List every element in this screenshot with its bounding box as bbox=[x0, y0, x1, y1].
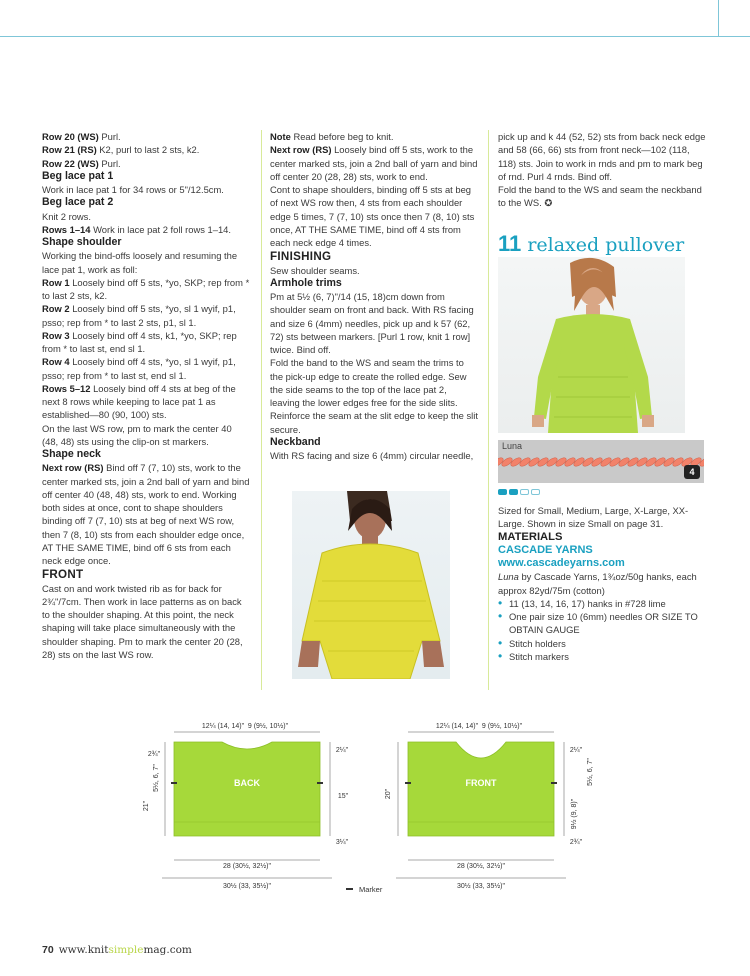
materials-block bbox=[498, 504, 708, 663]
row-text: Working the bind-offs loosely and resuming the lace pat 1, work as foll: bbox=[42, 250, 238, 275]
instruction-line bbox=[42, 183, 250, 196]
row-text: Knit 2 rows. bbox=[42, 210, 91, 222]
front-width-inner: 28 (30½, 32½)" bbox=[456, 863, 506, 870]
marker-legend-icon bbox=[346, 888, 353, 890]
row-label: Next row (RS) bbox=[270, 144, 332, 156]
pattern-name: relaxed pullover bbox=[527, 234, 685, 256]
instruction-line bbox=[270, 183, 478, 249]
yarn-weight-badge bbox=[684, 465, 700, 479]
section-subheading: Beg lace pat 1 bbox=[42, 169, 114, 182]
company-name: CASCADE YARNS bbox=[498, 543, 593, 556]
row-text: Bind off 7 (7, 10) sts, work to the center marked sts, join a 2nd ball of yarn and bind off center 40 (48, 48) sts, work to end. Working both sides at once, cont to shape shoulders binding off 7 (7, 10) sts at beg of next WS row, then 7 (8, 10) sts from each shoulder edge once, AT THE SAME TIME, bind off 6 sts from each neck edge once. bbox=[42, 462, 250, 566]
page-footer bbox=[42, 944, 192, 956]
instructions-column-2 bbox=[270, 130, 478, 462]
back-armhole-depth: 5½, 6, 7" bbox=[153, 764, 160, 792]
model-photo-yellow-top bbox=[292, 491, 450, 679]
section-heading: FINISHING bbox=[270, 250, 332, 264]
difficulty-dot-empty bbox=[520, 489, 529, 495]
back-right-mid: 15" bbox=[337, 793, 349, 800]
front-label: FRONT bbox=[465, 778, 497, 788]
front-right-top: 2¼" bbox=[569, 747, 583, 754]
row-label: Rows 5–12 bbox=[42, 382, 91, 394]
row-label: Row 21 (RS) bbox=[42, 144, 97, 156]
instruction-line bbox=[42, 223, 250, 236]
back-width-inner: 28 (30½, 32½)" bbox=[222, 863, 272, 870]
yarn-name-label: Luna bbox=[502, 441, 523, 451]
yarn-name-italic: Luna bbox=[498, 571, 519, 583]
page-number: 70 bbox=[42, 944, 54, 956]
instruction-line bbox=[42, 157, 250, 170]
row-text: Loosely bind off 4 sts, k1, *yo, SKP; rep from * to last st, end sl 1. bbox=[42, 329, 237, 354]
instruction-line bbox=[42, 249, 250, 276]
row-label: Note bbox=[270, 131, 291, 142]
materials-list-item: • 11 (13, 14, 16, 17) hanks in #728 lime bbox=[498, 597, 708, 610]
instruction-line bbox=[42, 329, 250, 356]
instruction-line bbox=[42, 302, 250, 329]
back-label: BACK bbox=[234, 778, 260, 788]
footer-site-c: mag.com bbox=[143, 944, 192, 956]
yarn-swatch-bar bbox=[498, 440, 704, 483]
instruction-line bbox=[270, 130, 478, 143]
row-text: Sew shoulder seams. bbox=[270, 264, 360, 276]
front-length: 20" bbox=[385, 788, 392, 800]
front-right-bottom: 2¾" bbox=[569, 839, 583, 846]
instruction-line bbox=[498, 130, 708, 183]
row-text: With RS facing and size 6 (4mm) circular needle, bbox=[270, 450, 474, 461]
front-schematic bbox=[385, 722, 594, 890]
row-label: Row 20 (WS) bbox=[42, 131, 99, 142]
row-text: Fold the band to the WS and seam the trims to the pick-up edge to create the rolled edge. Sew the side seams to the top of the lace pat 2, leaving the lower edges free for the side slits. Reinforce the seam at the slit edge to keep the slit secure. bbox=[270, 357, 478, 435]
materials-heading: MATERIALS bbox=[498, 530, 563, 543]
row-label: Row 2 bbox=[42, 303, 70, 315]
instruction-line bbox=[42, 210, 250, 223]
row-text: Cast on and work twisted rib as for back for 2¾"/7cm. Then work in lace patterns as on back to the shoulder shaping. At this point, the neck shaping will take place simultaneously with the shoulder shaping. Pm to mark the center 20 (28, 28) sts on the last WS row. bbox=[42, 582, 243, 660]
row-label: Row 22 (WS) bbox=[42, 157, 99, 169]
instructions-column-1 bbox=[42, 130, 250, 661]
back-right-top: 2¼" bbox=[335, 747, 349, 754]
front-shoulder-width: 12¼ (14, 14)" bbox=[435, 723, 479, 730]
materials-list-item: • One pair size 10 (6mm) needles OR SIZE TO OBTAIN GAUGE bbox=[498, 610, 708, 637]
instruction-line bbox=[42, 276, 250, 303]
marker-legend-label: Marker bbox=[359, 885, 383, 894]
materials-list-item: • Stitch markers bbox=[498, 650, 708, 663]
row-text: Loosely bind off 5 sts, *yo, SKP; rep from * to last 2 sts, k2. bbox=[42, 276, 250, 301]
section-subheading: Neckband bbox=[270, 435, 321, 448]
footer-site-b: simple bbox=[108, 944, 144, 956]
model-illustration bbox=[292, 491, 450, 679]
garment-schematic bbox=[140, 716, 610, 896]
row-text: Fold the band to the WS and seam the neckband to the WS. ✪ bbox=[498, 184, 702, 209]
back-neck-width: 9 (9½, 10½)" bbox=[247, 723, 289, 730]
difficulty-dot-filled bbox=[509, 489, 518, 495]
pattern-title bbox=[498, 231, 684, 257]
row-text: Loosely bind off 4 sts at beg of the next 8 rows while keeping to lace pat 1 as established—80 (90, 100) sts. bbox=[42, 382, 236, 421]
back-right-bottom: 3¼" bbox=[335, 839, 349, 846]
row-label: Next row (RS) bbox=[42, 462, 104, 474]
instruction-line bbox=[42, 422, 250, 449]
row-text: pick up and k 44 (52, 52) sts from back neck edge and 58 (66, 66) sts from front neck—102 (118, 118) sts. Join to work in rnds and pm to mark beg of rnd. Purl 4 rnds. Bind off. bbox=[498, 131, 706, 182]
section-subheading: Shape shoulder bbox=[42, 236, 122, 248]
row-label: Rows 1–14 bbox=[42, 223, 91, 235]
instruction-line bbox=[42, 143, 250, 156]
materials-list-item: • Stitch holders bbox=[498, 637, 708, 650]
section-heading: FRONT bbox=[42, 568, 84, 582]
front-right-mid: 9½ (9, 8)" bbox=[571, 798, 578, 830]
back-width-outer: 30½ (33, 35½)" bbox=[222, 883, 272, 890]
footer-site-a: www.knit bbox=[58, 944, 109, 956]
instruction-line bbox=[42, 461, 250, 567]
row-label: Row 3 bbox=[42, 329, 70, 341]
difficulty-dot-filled bbox=[498, 489, 507, 495]
model-illustration bbox=[498, 257, 685, 433]
row-label: Row 1 bbox=[42, 276, 70, 288]
instruction-line bbox=[42, 130, 250, 143]
pattern-number: 11 bbox=[498, 231, 522, 256]
row-text: On the last WS row, pm to mark the center 40 (48, 48) sts using the clip-on st markers. bbox=[42, 422, 232, 447]
back-schematic bbox=[143, 722, 349, 890]
instruction-line bbox=[270, 449, 478, 462]
row-label: Row 4 bbox=[42, 356, 70, 368]
materials-list bbox=[498, 597, 708, 663]
row-text: Loosely bind off 4 sts, *yo, sl 1 wyif, p1, psso; rep from * to last st, end sl 1. bbox=[42, 356, 236, 381]
row-text: Read before beg to knit. bbox=[290, 131, 394, 142]
row-text: Cont to shape shoulders, binding off 5 sts at beg of next WS row then, 4 sts from each shoulder edge 5 times, 7 (7, 10) sts once then 7 (8, 10) sts once, AT THE SAME TIME, bind off 4 sts from each neck edge 4 times. bbox=[270, 184, 475, 248]
row-text: Purl. bbox=[98, 157, 121, 169]
instruction-line bbox=[270, 290, 478, 356]
front-width-outer: 30½ (33, 35½)" bbox=[456, 883, 506, 890]
instruction-line bbox=[270, 264, 478, 277]
column-divider bbox=[261, 130, 262, 690]
instruction-line bbox=[498, 183, 708, 210]
section-subheading: Beg lace pat 2 bbox=[42, 196, 114, 209]
header-corner-rule bbox=[718, 0, 719, 36]
sizes-text: Sized for Small, Medium, Large, X-Large, XX-Large. Shown in size Small on page 31. bbox=[498, 505, 689, 530]
back-length: 21" bbox=[143, 800, 150, 812]
back-shoulder-width: 12¼ (14, 14)" bbox=[201, 723, 245, 730]
row-text: K2, purl to last 2 sts, k2. bbox=[96, 144, 200, 156]
row-text: Work in lace pat 1 for 34 rows or 5"/12.5cm. bbox=[42, 184, 224, 195]
yarn-weight-number: 4 bbox=[689, 467, 695, 477]
yarn-detail: by Cascade Yarns, 1¾oz/50g hanks, each approx 82yd/75m (cotton) bbox=[498, 571, 697, 596]
section-subheading: Shape neck bbox=[42, 448, 101, 460]
instruction-line bbox=[42, 582, 250, 662]
header-rule bbox=[0, 36, 750, 37]
model-photo-lime-pullover bbox=[498, 257, 685, 433]
row-text: Pm at 5½ (6, 7)"/14 (15, 18)cm down from shoulder seam on front and back. With RS facing and size 6 (4mm) needles, pick up and k 57 (62, 72) sts between markers. [Purl 1 row, knit 1 row] twice. Bind off. bbox=[270, 291, 474, 355]
row-text: Loosely bind off 5 sts, work to the center marked sts, join a 2nd ball of yarn and bind off center 20 (28, 28) sts, work to end. bbox=[270, 144, 478, 182]
company-website-link[interactable]: www.cascadeyarns.com bbox=[498, 557, 625, 569]
row-text: Purl. bbox=[98, 131, 121, 142]
instruction-line bbox=[42, 382, 250, 422]
instructions-column-3 bbox=[498, 130, 708, 210]
front-armhole-depth: 5½, 6, 7" bbox=[587, 758, 594, 786]
yarn-strand-image bbox=[498, 440, 704, 483]
column-divider bbox=[488, 130, 489, 690]
section-subheading: Armhole trims bbox=[270, 276, 342, 289]
difficulty-indicator bbox=[498, 489, 540, 495]
row-text: Work in lace pat 2 foll rows 1–14. bbox=[90, 223, 231, 235]
row-text: Loosely bind off 5 sts, *yo, sl 1 wyif, p1, psso; rep from * to last 2 sts, p1, sl 1. bbox=[42, 303, 236, 328]
front-neck-width: 9 (9½, 10½)" bbox=[481, 723, 523, 730]
back-left-top: 2¾" bbox=[147, 751, 161, 758]
instruction-line bbox=[42, 355, 250, 382]
yarn-description bbox=[498, 570, 708, 597]
instruction-line bbox=[270, 143, 478, 183]
instruction-line bbox=[270, 356, 478, 436]
difficulty-dot-empty bbox=[531, 489, 540, 495]
